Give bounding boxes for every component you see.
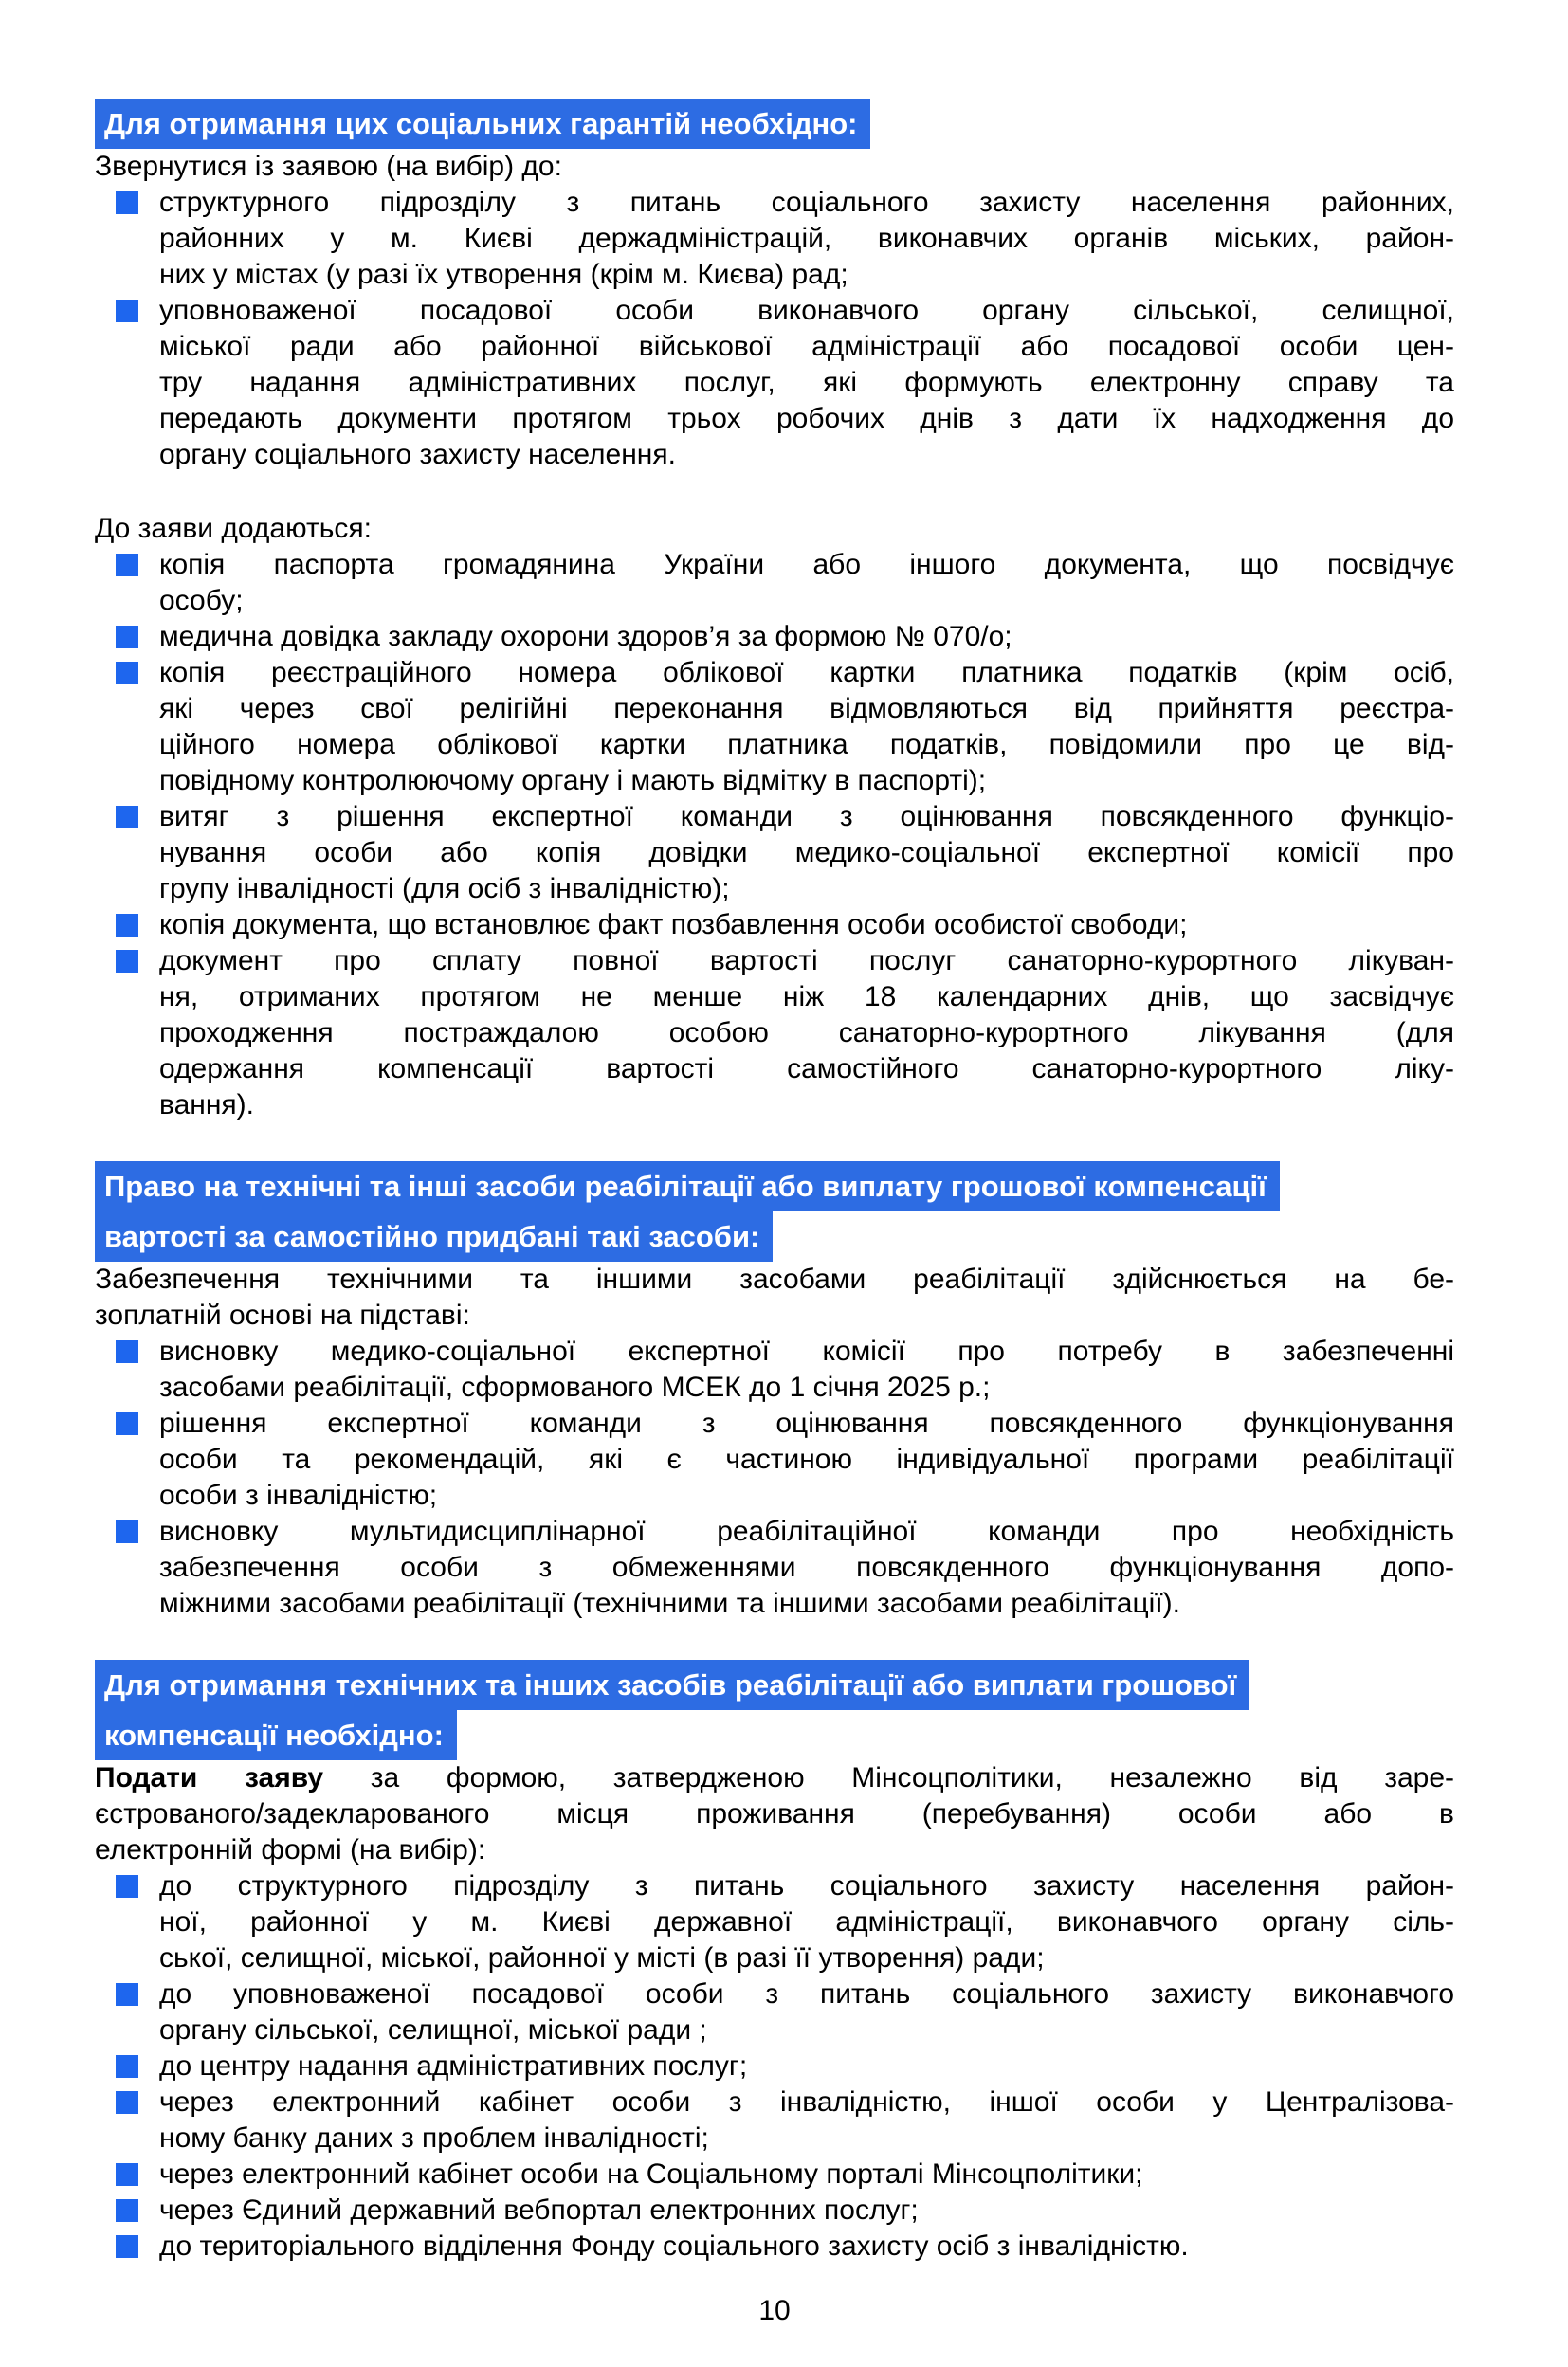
- section: [95, 1161, 1454, 1622]
- bullet-square-icon: [116, 626, 138, 648]
- text-line: засобами реабілітації, сформованого МСЕК до 1 січня 2025 р.;: [159, 1372, 991, 1403]
- bullet-square-icon: [116, 1983, 138, 2006]
- text-line: органу сільської, селищної, міської ради ;: [159, 2014, 707, 2046]
- bullet-text: [159, 1334, 1454, 1406]
- bullet-text: [159, 185, 1454, 293]
- section: [95, 511, 1454, 1123]
- list-item: [95, 799, 1454, 907]
- text-line: які через свої релігійні переконання відмовляються від прийняття реєстра-: [159, 693, 1454, 724]
- section-heading: [95, 99, 1454, 149]
- bold-lead: Подати заяву: [95, 1762, 324, 1793]
- bullet-square-icon: [116, 806, 138, 828]
- text-line: тру надання адміністративних послуг, які формують електронну справу та: [159, 367, 1454, 398]
- bullet-text: [159, 2048, 1454, 2085]
- list-item: [95, 619, 1454, 655]
- text-line: особу;: [159, 585, 244, 616]
- text-line: єстрованого/задекларованого місця проживання (перебування) особи або в: [95, 1798, 1454, 1830]
- text-line: проходження постраждалою особою санаторно-курортного лікування (для: [159, 1017, 1454, 1048]
- bullet-text: [159, 943, 1454, 1123]
- bullet-square-icon: [116, 2055, 138, 2078]
- list-item: [95, 943, 1454, 1123]
- text-line: міжними засобами реабілітації (технічними та іншими засобами реабілітації).: [159, 1588, 1180, 1619]
- list-item: [95, 185, 1454, 293]
- bullet-text: [159, 293, 1454, 473]
- text-line: Забезпечення технічними та іншими засобами реабілітації здійснюється на бе-: [95, 1264, 1454, 1295]
- bullet-text: [159, 2157, 1454, 2193]
- text-line: копія паспорта громадянина України або іншого документа, що посвідчує: [159, 549, 1454, 580]
- text-line: [95, 1760, 1454, 1796]
- text-line: структурного підрозділу з питань соціального захисту населення районних,: [159, 187, 1454, 218]
- list-item: [95, 547, 1454, 619]
- text-line: особи та рекомендацій, які є частиною індивідуальної програми реабілітації: [159, 1444, 1454, 1475]
- list-item: [95, 2193, 1454, 2229]
- bullet-square-icon: [116, 950, 138, 973]
- bullet-text: [159, 1406, 1454, 1514]
- text-line: ня, отриманих протягом не менше ніж 18 календарних днів, що засвідчує: [159, 981, 1454, 1012]
- section-heading-line: Для отримання технічних та інших засобів реабілітації або виплати грошової: [95, 1660, 1249, 1710]
- text-line: витяг з рішення експертної команди з оцінювання повсякденного функціо-: [159, 801, 1454, 832]
- bullet-square-icon: [116, 1520, 138, 1543]
- bullet-text: [159, 547, 1454, 619]
- text-line: до центру надання адміністративних послуг;: [159, 2050, 748, 2082]
- text-line: повідному контролюючому органу і мають відмітку в паспорті);: [159, 765, 987, 796]
- line-rest: за формою, затвердженою Мінсоцполітики, незалежно від заре-: [323, 1762, 1454, 1793]
- text-line: до територіального відділення Фонду соціального захисту осіб з інвалідністю.: [159, 2230, 1189, 2262]
- text-line: ційного номера облікової картки платника податків, повідомили про це від-: [159, 729, 1454, 760]
- bullet-text: [159, 1868, 1454, 1976]
- section-heading: [95, 1660, 1454, 1760]
- intro-paragraph: [95, 511, 1454, 547]
- text-line: районних у м. Києві держадміністрацій, виконавчих органів міських, район-: [159, 223, 1454, 254]
- list-item: [95, 1868, 1454, 1976]
- intro-paragraph: [95, 1262, 1454, 1334]
- bullet-text: [159, 2229, 1454, 2265]
- text-line: рішення експертної команди з оцінювання повсякденного функціонування: [159, 1408, 1454, 1439]
- intro-paragraph: [95, 1760, 1454, 1868]
- bullet-text: [159, 907, 1454, 943]
- text-line: медична довідка закладу охорони здоров’я за формою № 070/о;: [159, 621, 1012, 652]
- text-line: ської, селищної, міської, районної у місті (в разі її утворення) ради;: [159, 1942, 1045, 1974]
- bullet-square-icon: [116, 662, 138, 684]
- page-footer: [95, 2293, 1454, 2329]
- bullet-square-icon: [116, 1340, 138, 1363]
- bullet-text: [159, 799, 1454, 907]
- list-item: [95, 1976, 1454, 2048]
- text-line: забезпечення особи з обмеженнями повсякденного функціонування допо-: [159, 1552, 1454, 1583]
- bullet-square-icon: [116, 1875, 138, 1898]
- list-item: [95, 1406, 1454, 1514]
- list-item: [95, 293, 1454, 473]
- list-item: [95, 2085, 1454, 2157]
- text-line: До заяви додаються:: [95, 513, 372, 544]
- text-line: електронній формі (на вибір):: [95, 1834, 486, 1866]
- bullet-square-icon: [116, 2199, 138, 2222]
- bullet-square-icon: [116, 554, 138, 576]
- text-line: через електронний кабінет особи на Соціальному порталі Мінсоцполітики;: [159, 2158, 1143, 2190]
- bullet-text: [159, 2193, 1454, 2229]
- list-item: [95, 2048, 1454, 2085]
- text-line: передають документи протягом трьох робочих днів з дати їх надходження до: [159, 403, 1454, 434]
- bullet-square-icon: [116, 2235, 138, 2258]
- text-line: через Єдиний державний вебпортал електронних послуг;: [159, 2194, 919, 2226]
- text-line: копія реєстраційного номера облікової картки платника податків (крім осіб,: [159, 657, 1454, 688]
- bullet-text: [159, 2085, 1454, 2157]
- text-line: копія документа, що встановлює факт позбавлення особи особистої свободи;: [159, 909, 1188, 940]
- section: [95, 99, 1454, 473]
- text-line: ному банку даних з проблем інвалідності;: [159, 2122, 709, 2154]
- bullet-square-icon: [116, 914, 138, 937]
- text-line: нування особи або копія довідки медико-соціальної експертної комісії про: [159, 837, 1454, 868]
- text-line: міської ради або районної військової адміністрації або посадової особи цен-: [159, 331, 1454, 362]
- list-item: [95, 2157, 1454, 2193]
- text-line: уповноваженої посадової особи виконавчого органу сільської, селищної,: [159, 295, 1454, 326]
- text-line: особи з інвалідністю;: [159, 1480, 438, 1511]
- intro-paragraph: [95, 149, 1454, 185]
- list-item: [95, 2229, 1454, 2265]
- page-number: 10: [758, 2295, 791, 2326]
- text-line: до структурного підрозділу з питань соціального захисту населення район-: [159, 1870, 1454, 1902]
- list-item: [95, 1334, 1454, 1406]
- text-line: одержання компенсації вартості самостійного санаторно-курортного ліку-: [159, 1053, 1454, 1084]
- bullet-text: [159, 1976, 1454, 2048]
- text-line: висновку мультидисциплінарної реабілітаційної команди про необхідність: [159, 1516, 1454, 1547]
- section-heading: [95, 1161, 1454, 1262]
- text-line: органу соціального захисту населення.: [159, 439, 676, 470]
- bullet-text: [159, 619, 1454, 655]
- text-line: Звернутися із заявою (на вибір) до:: [95, 151, 562, 182]
- page-content: [95, 99, 1454, 2265]
- bullet-square-icon: [116, 191, 138, 214]
- text-line: вання).: [159, 1089, 254, 1120]
- bullet-square-icon: [116, 300, 138, 322]
- list-item: [95, 655, 1454, 799]
- bullet-text: [159, 655, 1454, 799]
- list-item: [95, 1514, 1454, 1622]
- text-line: висновку медико-соціальної експертної комісії про потребу в забезпеченні: [159, 1336, 1454, 1367]
- text-line: до уповноваженої посадової особи з питань соціального захисту виконавчого: [159, 1978, 1454, 2010]
- text-line: ної, районної у м. Києві державної адміністрації, виконавчого органу сіль-: [159, 1906, 1454, 1938]
- text-line: через електронний кабінет особи з інвалідністю, іншої особи у Централізова-: [159, 2086, 1454, 2118]
- section-heading-line: Для отримання цих соціальних гарантій необхідно:: [95, 99, 870, 149]
- bullet-square-icon: [116, 2163, 138, 2186]
- bullet-square-icon: [116, 1412, 138, 1435]
- text-line: них у містах (у разі їх утворення (крім м. Києва) рад;: [159, 259, 848, 290]
- text-line: документ про сплату повної вартості послуг санаторно-курортного лікуван-: [159, 945, 1454, 976]
- section-heading-line: вартості за самостійно придбані такі засоби:: [95, 1211, 773, 1262]
- text-line: групу інвалідності (для осіб з інвалідністю);: [159, 873, 730, 904]
- bullet-square-icon: [116, 2091, 138, 2114]
- section-heading-line: Право на технічні та інші засоби реабілітації або виплату грошової компенсації: [95, 1161, 1280, 1211]
- section-heading-line: компенсації необхідно:: [95, 1710, 457, 1760]
- text-line: зоплатній основі на підставі:: [95, 1300, 470, 1331]
- list-item: [95, 907, 1454, 943]
- section: [95, 1660, 1454, 2265]
- bullet-text: [159, 1514, 1454, 1622]
